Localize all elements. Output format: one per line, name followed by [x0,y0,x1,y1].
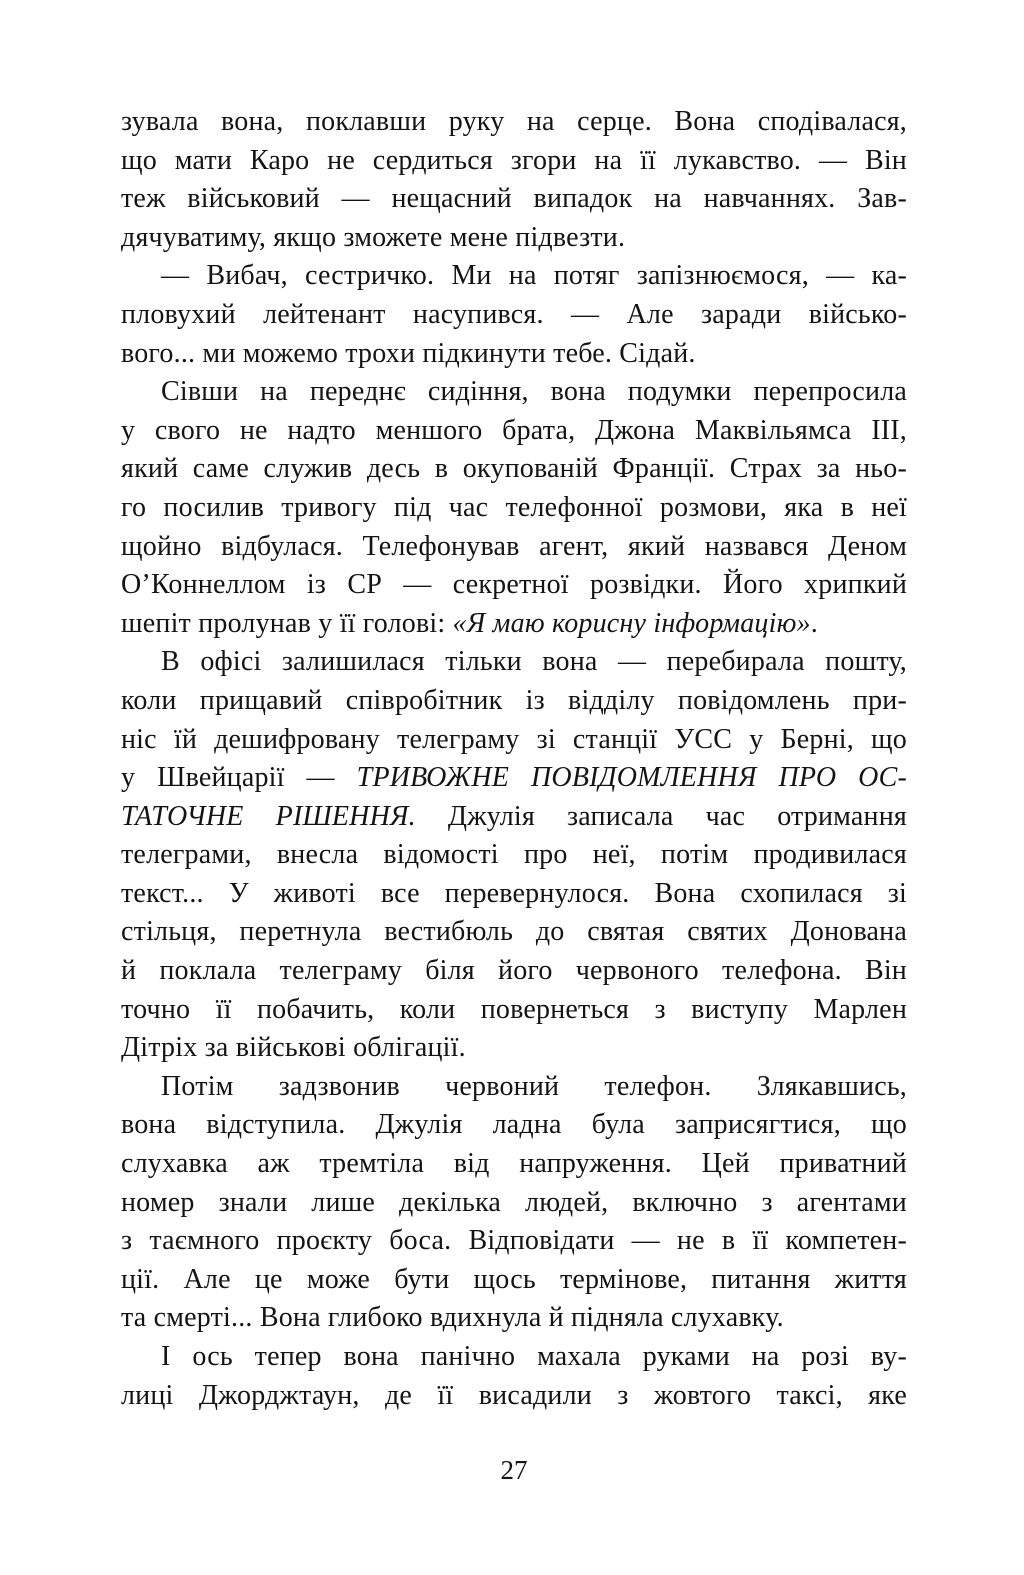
text-line [121,180,907,219]
regular-text: й поклала телеграму біля його червоного телефона. Він [121,955,907,987]
regular-text: зувала вона, поклавши руку на серце. Вона сподівалася, [121,106,907,137]
regular-text: точно її побачить, коли повернеться з виступу Марлен [121,993,907,1025]
page-number: 27 [500,1455,528,1485]
text-line [121,875,907,914]
regular-text: та смерті... Вона глибоко вдихнула й підняла слухавку. [121,1302,784,1334]
regular-text: вого... ми можемо трохи підкинути тебе. Сідай. [121,337,696,369]
text-line [121,142,907,181]
text-line [121,991,907,1030]
text-line [121,836,907,875]
text-line [121,1338,907,1377]
text-line [121,1222,907,1261]
regular-text: теж військовий — нещасний випадок на навчаннях. Зав- [121,183,907,215]
text-line [121,643,907,682]
regular-text: номер знали лише декілька людей, включно з агентами [121,1186,907,1218]
regular-text: го посилив тривогу під час телефонної розмови, яка в неї [121,491,907,523]
page-text [121,103,907,1415]
text-line [121,721,907,760]
text-line [121,1377,907,1416]
text-line [121,257,907,296]
text-line [121,1029,907,1068]
text-line [121,759,907,798]
text-line [121,1145,907,1184]
text-line [121,1106,907,1145]
regular-text: текст... У животі все перевернулося. Вона схопилася зі [121,877,907,909]
italic-text: ТРИВОЖНЕ ПОВІДОМЛЕННЯ ПРО ОС- [356,762,907,794]
regular-text: коли прищавий співробітник із відділу повідомлень при- [121,684,907,716]
regular-text: що мати Каро не сердиться згори на її лукавство. — Він [121,144,907,176]
text-line [121,412,907,451]
text-line [121,1184,907,1223]
italic-text: ТАТОЧНЕ РІШЕННЯ. [121,800,416,832]
text-line [121,528,907,567]
text-line [121,335,907,374]
text-line [121,373,907,412]
regular-text: дячуватиму, якщо зможете мене підвезти. [121,221,626,253]
text-line [121,1299,907,1338]
regular-text: Дітріх за військові облігації. [121,1032,466,1064]
text-line [121,1261,907,1300]
regular-text: у Швейцарії — [121,762,357,794]
regular-text: І ось тепер вона панічно махала руками на розі ву- [161,1341,907,1372]
text-line [121,219,907,258]
regular-text: з таємного проєкту боса. Відповідати — не в її компетен- [121,1225,907,1257]
regular-text: вона відступила. Джулія ладна була заприсягтися, що [121,1109,907,1141]
regular-text: ції. Але це може бути щось термінове, питання життя [121,1263,907,1295]
regular-text: Сівши на переднє сидіння, вона подумки перепросила [161,376,907,408]
regular-text: ніс їй дешифровану телеграму зі станції УСС у Берні, що [121,723,907,755]
regular-text: лиці Джорджтаун, де її висадили з жовтого таксі, яке [121,1379,907,1411]
text-line [121,450,907,489]
text-line [121,296,907,335]
text-line [121,952,907,991]
regular-text: Потім задзвонив червоний телефон. Злякавшись, [161,1070,907,1102]
regular-text: у свого не надто меншого брата, Джона Маквільямса III, [121,414,907,446]
text-line [121,1068,907,1107]
regular-text: щойно відбулася. Телефонував агент, який назвався Деном [121,530,907,562]
text-line [121,913,907,952]
text-line [121,798,907,837]
italic-text: «Я маю корисну інформацію» [452,607,811,639]
regular-text: — Вибач, сестричко. Ми на потяг запізнюємося, — ка- [161,260,907,292]
regular-text: слухавка аж тремтіла від напруження. Цей приватний [121,1148,907,1180]
regular-text: Джулія записала час отримання [415,800,907,832]
regular-text: В офісі залишилася тільки вона — перебирала пошту, [161,646,907,678]
text-line [121,489,907,528]
regular-text: телеграми, внесла відомості про неї, потім продивилася [121,839,907,871]
text-line [121,103,907,142]
regular-text: стільця, перетнула вестибюль до святая святих Донована [121,916,907,948]
regular-text: шепіт пролунав у її голові: [121,607,453,639]
text-line [121,682,907,721]
regular-text: пловухий лейтенант насупився. — Але заради військо- [121,298,907,330]
regular-text: . [810,607,818,639]
regular-text: О’Коннеллом із СР — секретної розвідки. Його хрипкий [121,569,907,601]
text-line [121,566,907,605]
text-line [121,605,907,644]
regular-text: який саме служив десь в окупованій Франції. Страх за ньо- [121,453,907,485]
